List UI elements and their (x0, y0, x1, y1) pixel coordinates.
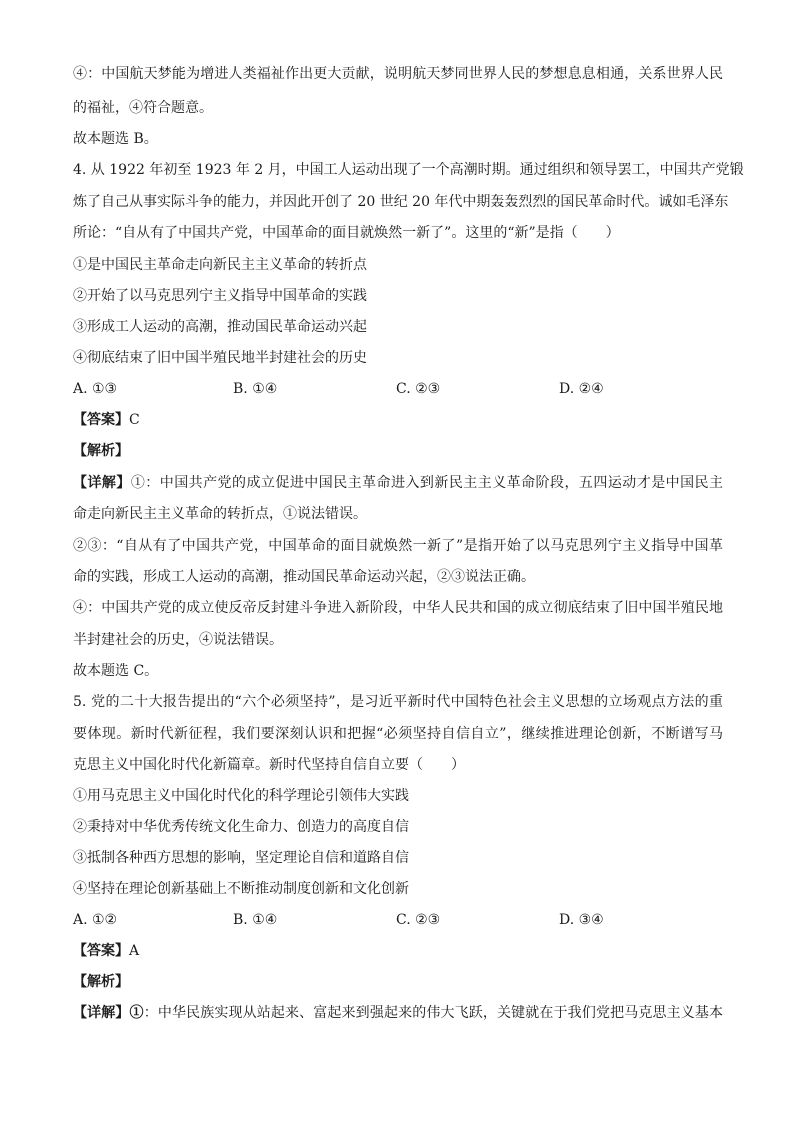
question-5-stem: 克思主义中国化时代化新篇章。新时代坚持自信自立要（ ） (73, 757, 465, 773)
question-5-options (73, 909, 723, 931)
question-5-item: ②秉持对中华优秀传统文化生命力、创造力的高度自信 (73, 819, 409, 835)
option-a: A. ①③ (73, 381, 118, 397)
detail-line: 命走向新民主主义革命的转折点，①说法错误。 (73, 506, 367, 522)
question-4-item: ④彻底结束了旧中国半殖民地半封建社会的历史 (73, 350, 367, 366)
detail-line: ④：中国共产党的成立使反帝反封建斗争进入新阶段，中华人民共和国的成立彻底结束了旧中国半殖民地 (73, 600, 723, 616)
question-4-item: ③形成工人运动的高潮，推动国民革命运动兴起 (73, 319, 367, 335)
question-5-item: ①用马克思主义中国化时代化的科学理论引领伟大实践 (73, 788, 409, 804)
detail-line (73, 472, 723, 494)
question-4-stem: 4. 从 1922 年初至 1923 年 2 月，中国工人运动出现了一个高潮时期。通过组织和领导罢工，中国共产党锻 (73, 162, 744, 178)
detail-label: 【详解】 (73, 1005, 130, 1021)
paragraph-line: 的福祉，④符合题意。 (73, 100, 213, 116)
option-a: A. ①② (73, 912, 118, 928)
question-5-stem: 5. 党的二十大报告提出的“六个必须坚持”，是习近平新时代中国特色社会主义思想的立场观点方法的重 (73, 694, 723, 710)
paragraph-line: ④：中国航天梦能为增进人类福祉作出更大贡献，说明航天梦同世界人民的梦想息息相通，关系世界人民 (73, 66, 723, 82)
option-c: C. ②③ (396, 381, 441, 397)
detail-text: ①：中国共产党的成立促进中国民主革命进入到新民主主义革命阶段，五四运动才是中国民主 (130, 475, 724, 491)
answer-value: A (129, 943, 140, 959)
analysis-label: 【解析】 (73, 974, 129, 990)
detail-line: ②③：“自从有了中国共产党，中国革命的面目就焕然一新了”是指开始了以马克思列宁主义指导中国革 (73, 538, 723, 554)
analysis-label: 【解析】 (73, 443, 129, 459)
answer-label: 【答案】 (73, 412, 129, 428)
question-4-stem: 所论：“自从有了中国共产党，中国革命的面目就焕然一新了”。这里的“新”是指（ ） (73, 225, 620, 241)
question-4-item: ②开始了以马克思列宁主义指导中国革命的实践 (73, 288, 367, 304)
detail-marker: ① (129, 1005, 144, 1021)
question-4-options (73, 378, 723, 400)
option-d: D. ③④ (559, 912, 604, 928)
answer-line (73, 940, 723, 962)
option-b: B. ①④ (233, 381, 278, 397)
option-c: C. ②③ (396, 912, 441, 928)
detail-line: 命的实践，形成工人运动的高潮，推动国民革命运动兴起，②③说法正确。 (73, 569, 535, 585)
answer-label: 【答案】 (73, 943, 129, 959)
detail-text: ：中华民族实现从站起来、富起来到强起来的伟大飞跃，关键就在于我们党把马克思主义基本 (143, 1005, 724, 1021)
question-5-item: ③抵制各种西方思想的影响，坚定理论自信和道路自信 (73, 850, 409, 866)
option-d: D. ②④ (559, 381, 604, 397)
detail-line (73, 1002, 723, 1024)
conclusion-line: 故本题选 B。 (73, 131, 158, 147)
question-5-item: ④坚持在理论创新基础上不断推动制度创新和文化创新 (73, 881, 409, 897)
question-4-item: ①是中国民主革命走向新民主主义革命的转折点 (73, 257, 367, 273)
detail-label: 【详解】 (73, 475, 131, 491)
detail-line: 半封建社会的历史，④说法错误。 (73, 632, 283, 648)
question-5-stem: 要体现。新时代新征程，我们要深刻认识和把握“必须坚持自信自立”，继续推进理论创新，不断谱写马 (73, 726, 723, 742)
answer-line (73, 409, 723, 431)
option-b: B. ①④ (233, 912, 278, 928)
question-4-stem: 炼了自己从事实际斗争的能力，并因此开创了 20 世纪 20 年代中期轰轰烈烈的国民革命时代。诚如毛泽东 (73, 194, 729, 210)
answer-value: C (129, 412, 140, 428)
conclusion-line: 故本题选 C。 (73, 663, 159, 679)
